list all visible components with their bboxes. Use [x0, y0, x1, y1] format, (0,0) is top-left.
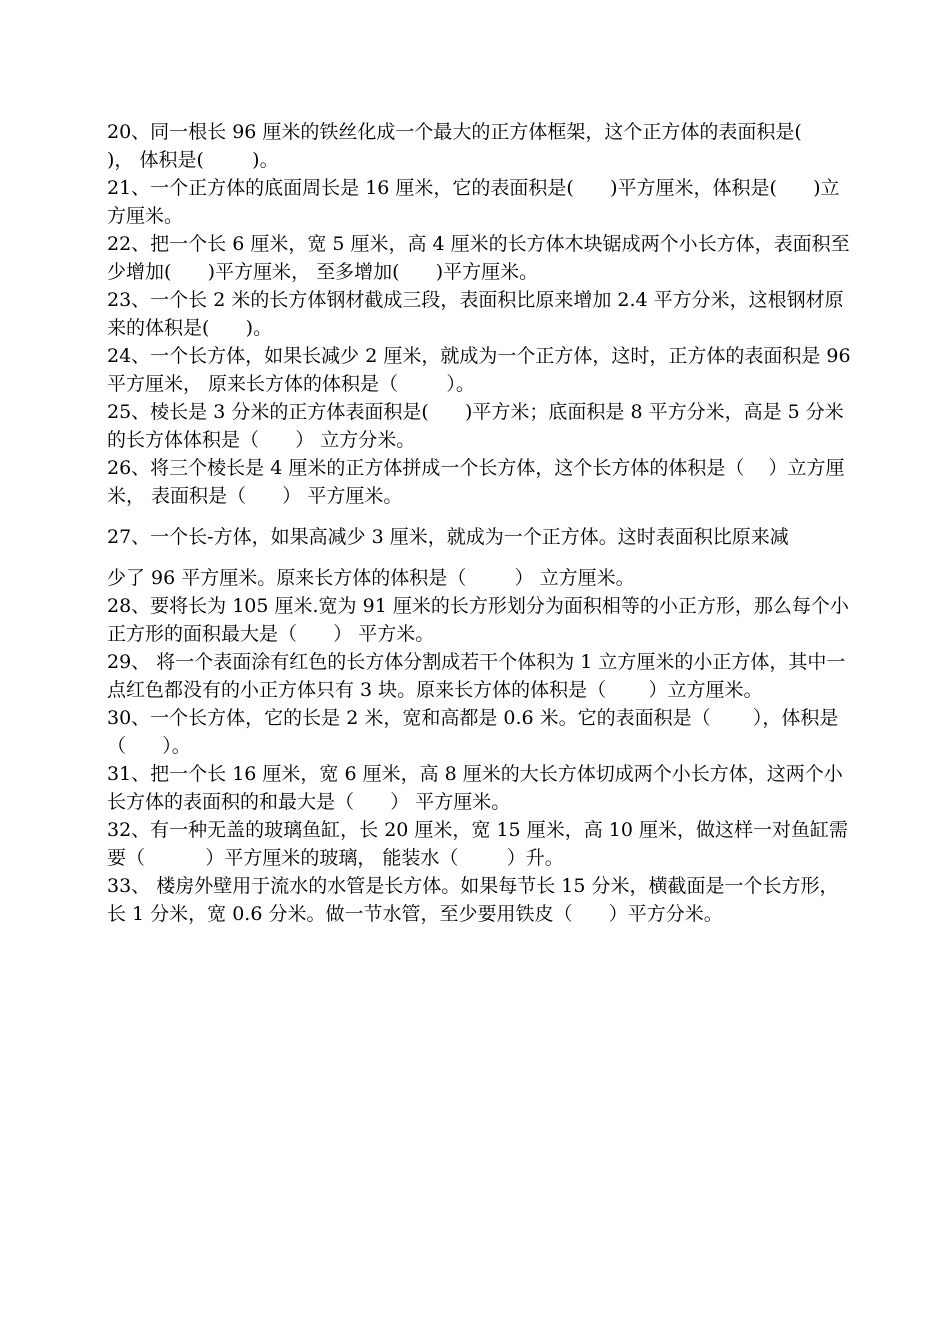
question-30: 30、一个长方体，它的长是 2 米，宽和高都是 0.6 米。它的表面积是（ ），体积是（ ）。: [107, 707, 839, 757]
question-33: 33、 楼房外壁用于流水的水管是长方体。如果每节长 15 分米，横截面是一个长方形，长 1 分米，宽 0.6 分米。做一节水管，至少要用铁皮（ ）平方分米。: [107, 875, 839, 925]
question-28: 28、要将长为 105 厘米.宽为 91 厘米的长方形划分为面积相等的小正方形，那么每个小正方形的面积最大是（ ） 平方米。: [107, 595, 849, 645]
question-20: 20、同一根长 96 厘米的铁丝化成一个最大的正方体框架，这个正方体的表面积是( )， 体积是( )。: [107, 121, 845, 171]
question-27-line-2: 少了 96 平方厘米。原来长方体的体积是（ ） 立方厘米。: [107, 567, 635, 589]
question-29: 29、 将一个表面涂有红色的长方体分割成若干个体积为 1 立方厘米的小正方体，其中一点红色都没有的小正方体只有 3 块。原来长方体的体积是（ ）立方厘米。: [107, 651, 846, 701]
question-21: 21、一个正方体的底面周长是 16 厘米，它的表面积是( )平方厘米，体积是( )立方厘米。: [107, 177, 840, 227]
question-24: 24、一个长方体，如果长减少 2 厘米，就成为一个正方体，这时，正方体的表面积是 96 平方厘米， 原来长方体的体积是（ ）。: [107, 345, 857, 395]
question-list: [107, 118, 855, 928]
question-26: 26、将三个棱长是 4 厘米的正方体拼成一个长方体，这个长方体的体积是（ ）立方厘米， 表面积是（ ） 平方厘米。: [107, 457, 845, 507]
question-31: 31、把一个长 16 厘米，宽 6 厘米，高 8 厘米的大长方体切成两个小长方体，这两个小长方体的表面积的和最大是（ ） 平方厘米。: [107, 763, 843, 813]
question-25: 25、棱长是 3 分米的正方体表面积是( )平方米；底面积是 8 平方分米，高是 5 分米的长方体体积是（ ） 立方分米。: [107, 401, 844, 451]
question-27-line-1: 27、一个长-方体，如果高减少 3 厘米，就成为一个正方体。这时表面积比原来减: [107, 526, 789, 548]
question-22: 22、把一个长 6 厘米，宽 5 厘米，高 4 厘米的长方体木块锯成两个小长方体，表面积至少增加( )平方厘米， 至多增加( )平方厘米。: [107, 233, 850, 283]
question-23: 23、一个长 2 米的长方体钢材截成三段，表面积比原来增加 2.4 平方分米，这根钢材原来的体积是( )。: [107, 289, 844, 339]
question-32: 32、有一种无盖的玻璃鱼缸，长 20 厘米，宽 15 厘米，高 10 厘米，做这样一对鱼缸需要（ ）平方厘米的玻璃， 能装水（ ）升。: [107, 819, 848, 869]
